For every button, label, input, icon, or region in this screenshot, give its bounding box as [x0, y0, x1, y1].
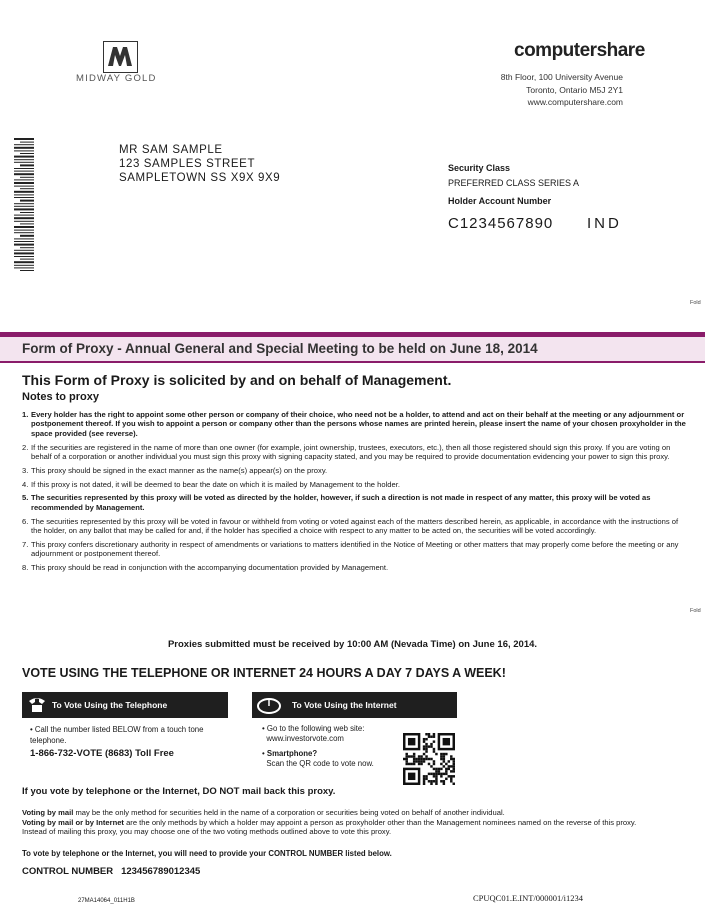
- fold-mark: Fold: [690, 300, 701, 306]
- notes-list: [22, 410, 687, 577]
- computershare-logo: computershare: [514, 40, 645, 61]
- postal-barcode-icon: [14, 138, 34, 271]
- agent-address: 8th Floor, 100 University Avenue Toronto, Ontario M5J 2Y1 www.computershare.com: [500, 72, 623, 107]
- list-item: 6. The securities represented by this proxy will be voted in favour or withheld from voting or voted against each of the matters described herein, as applicable, in accordance with the instructions of the holder, on any ballot that may be called for and, if the holder has specified a choice with respect to any matter to be acted on, the securities will be voted accordingly.: [22, 516, 679, 536]
- security-class-value: PREFERRED CLASS SERIES A: [448, 178, 580, 188]
- vote-url-link[interactable]: www.investorvote.com: [266, 734, 344, 743]
- internet-instruction: • Go to the following web site: www.investorvote.com: [262, 724, 365, 743]
- solicited-heading: This Form of Proxy is solicited by and on behalf of Management.: [22, 372, 452, 388]
- footer-code: 27MA14064_011H1B: [78, 898, 135, 904]
- list-item: 7. This proxy confers discretionary authority in respect of amendments or variations to matters identified in the Notice of Meeting or other matters that may properly come before the meeting or any adjournment or postponement thereof.: [22, 539, 679, 559]
- mouse-icon: [256, 695, 282, 715]
- submission-deadline: Proxies submitted must be received by 10:00 AM (Nevada Time) on June 16, 2014.: [167, 639, 538, 650]
- form-title: Form of Proxy - Annual General and Special Meeting to be held on June 18, 2014: [22, 341, 538, 356]
- company-logo-text: MIDWAY GOLD: [76, 73, 157, 84]
- notes-heading: Notes to proxy: [22, 391, 100, 403]
- list-item: 3. This proxy should be signed in the exact manner as the name(s) appear(s) on the proxy.: [22, 465, 328, 475]
- telephone-instruction: • Call the number listed BELOW from a touch tone telephone.: [30, 725, 204, 745]
- holder-address: MR SAM SAMPLE 123 SAMPLES STREET SAMPLETOWN SS X9X 9X9: [119, 144, 281, 184]
- internet-vote-tab: To Vote Using the Internet: [252, 692, 457, 718]
- smartphone-instruction: • Smartphone? Scan the QR code to vote now.: [262, 749, 374, 768]
- list-item: 2. If the securities are registered in the name of more than one owner (for example, joint ownership, trustees, executors, etc.), then all those registered should sign this proxy. If you are voting on behalf of a corporation or another individual you must sign this proxy with signing capacity stated, and you may be required to provide documentation evidencing your power to sign this proxy.: [22, 442, 671, 462]
- control-number: CONTROL NUMBER 123456789012345: [22, 866, 201, 877]
- midway-gold-logo-icon: [103, 41, 138, 73]
- account-number: C1234567890: [448, 215, 554, 232]
- list-item: 1. Every holder has the right to appoint some other person or company of their choice, who need not be a holder, to attend and act on their behalf at the meeting or any adjournment or postponement thereof. If you wish to appoint a person or company other than the persons whose names are printed herein, please insert the name of your chosen proxyholder in the space provided (see reverse).: [22, 410, 686, 438]
- mail-voting-info: Voting by mail may be the only method for securities held in the name of a corporation or securities being voted on behalf of another individual. Voting by mail or by Internet are the only methods by which a holder may appoint a person as proxyholder other than the Management nominees named on the reverse of this proxy. Instead of mailing this proxy, you may choose one of the two voting methods outlined above to vote this proxy.: [22, 808, 637, 836]
- control-number-instruction: To vote by telephone or the Internet, you will need to provide your CONTROL NUMBER listed below.: [22, 849, 392, 858]
- list-item: 8. This proxy should be read in conjunction with the accompanying documentation provided by Management.: [22, 563, 389, 573]
- account-type: IND: [587, 215, 622, 232]
- list-item: 4. If this proxy is not dated, it will be deemed to bear the date on which it is mailed by Management to the holder.: [22, 479, 400, 489]
- security-class-label: Security Class: [448, 163, 511, 173]
- qr-code-icon[interactable]: [403, 733, 455, 785]
- fold-mark: Fold: [690, 608, 701, 614]
- telephone-icon: [26, 695, 48, 715]
- title-band-bottom-rule: [0, 361, 705, 363]
- footer-reference: CPUQC01.E.INT/000001/i1234: [473, 893, 584, 903]
- telephone-number[interactable]: 1-866-732-VOTE (8683) Toll Free: [30, 748, 174, 759]
- vote-heading: VOTE USING THE TELEPHONE OR INTERNET 24 HOURS A DAY 7 DAYS A WEEK!: [22, 666, 506, 680]
- account-number-label: Holder Account Number: [448, 196, 552, 206]
- telephone-vote-tab: To Vote Using the Telephone: [22, 692, 228, 718]
- do-not-mail-notice: If you vote by telephone or the Internet, DO NOT mail back this proxy.: [22, 786, 336, 797]
- list-item: 5. The securities represented by this proxy will be voted as directed by the holder, however, if such a direction is not made in respect of any matter, this proxy will be voted as recommended by Management.: [22, 493, 651, 512]
